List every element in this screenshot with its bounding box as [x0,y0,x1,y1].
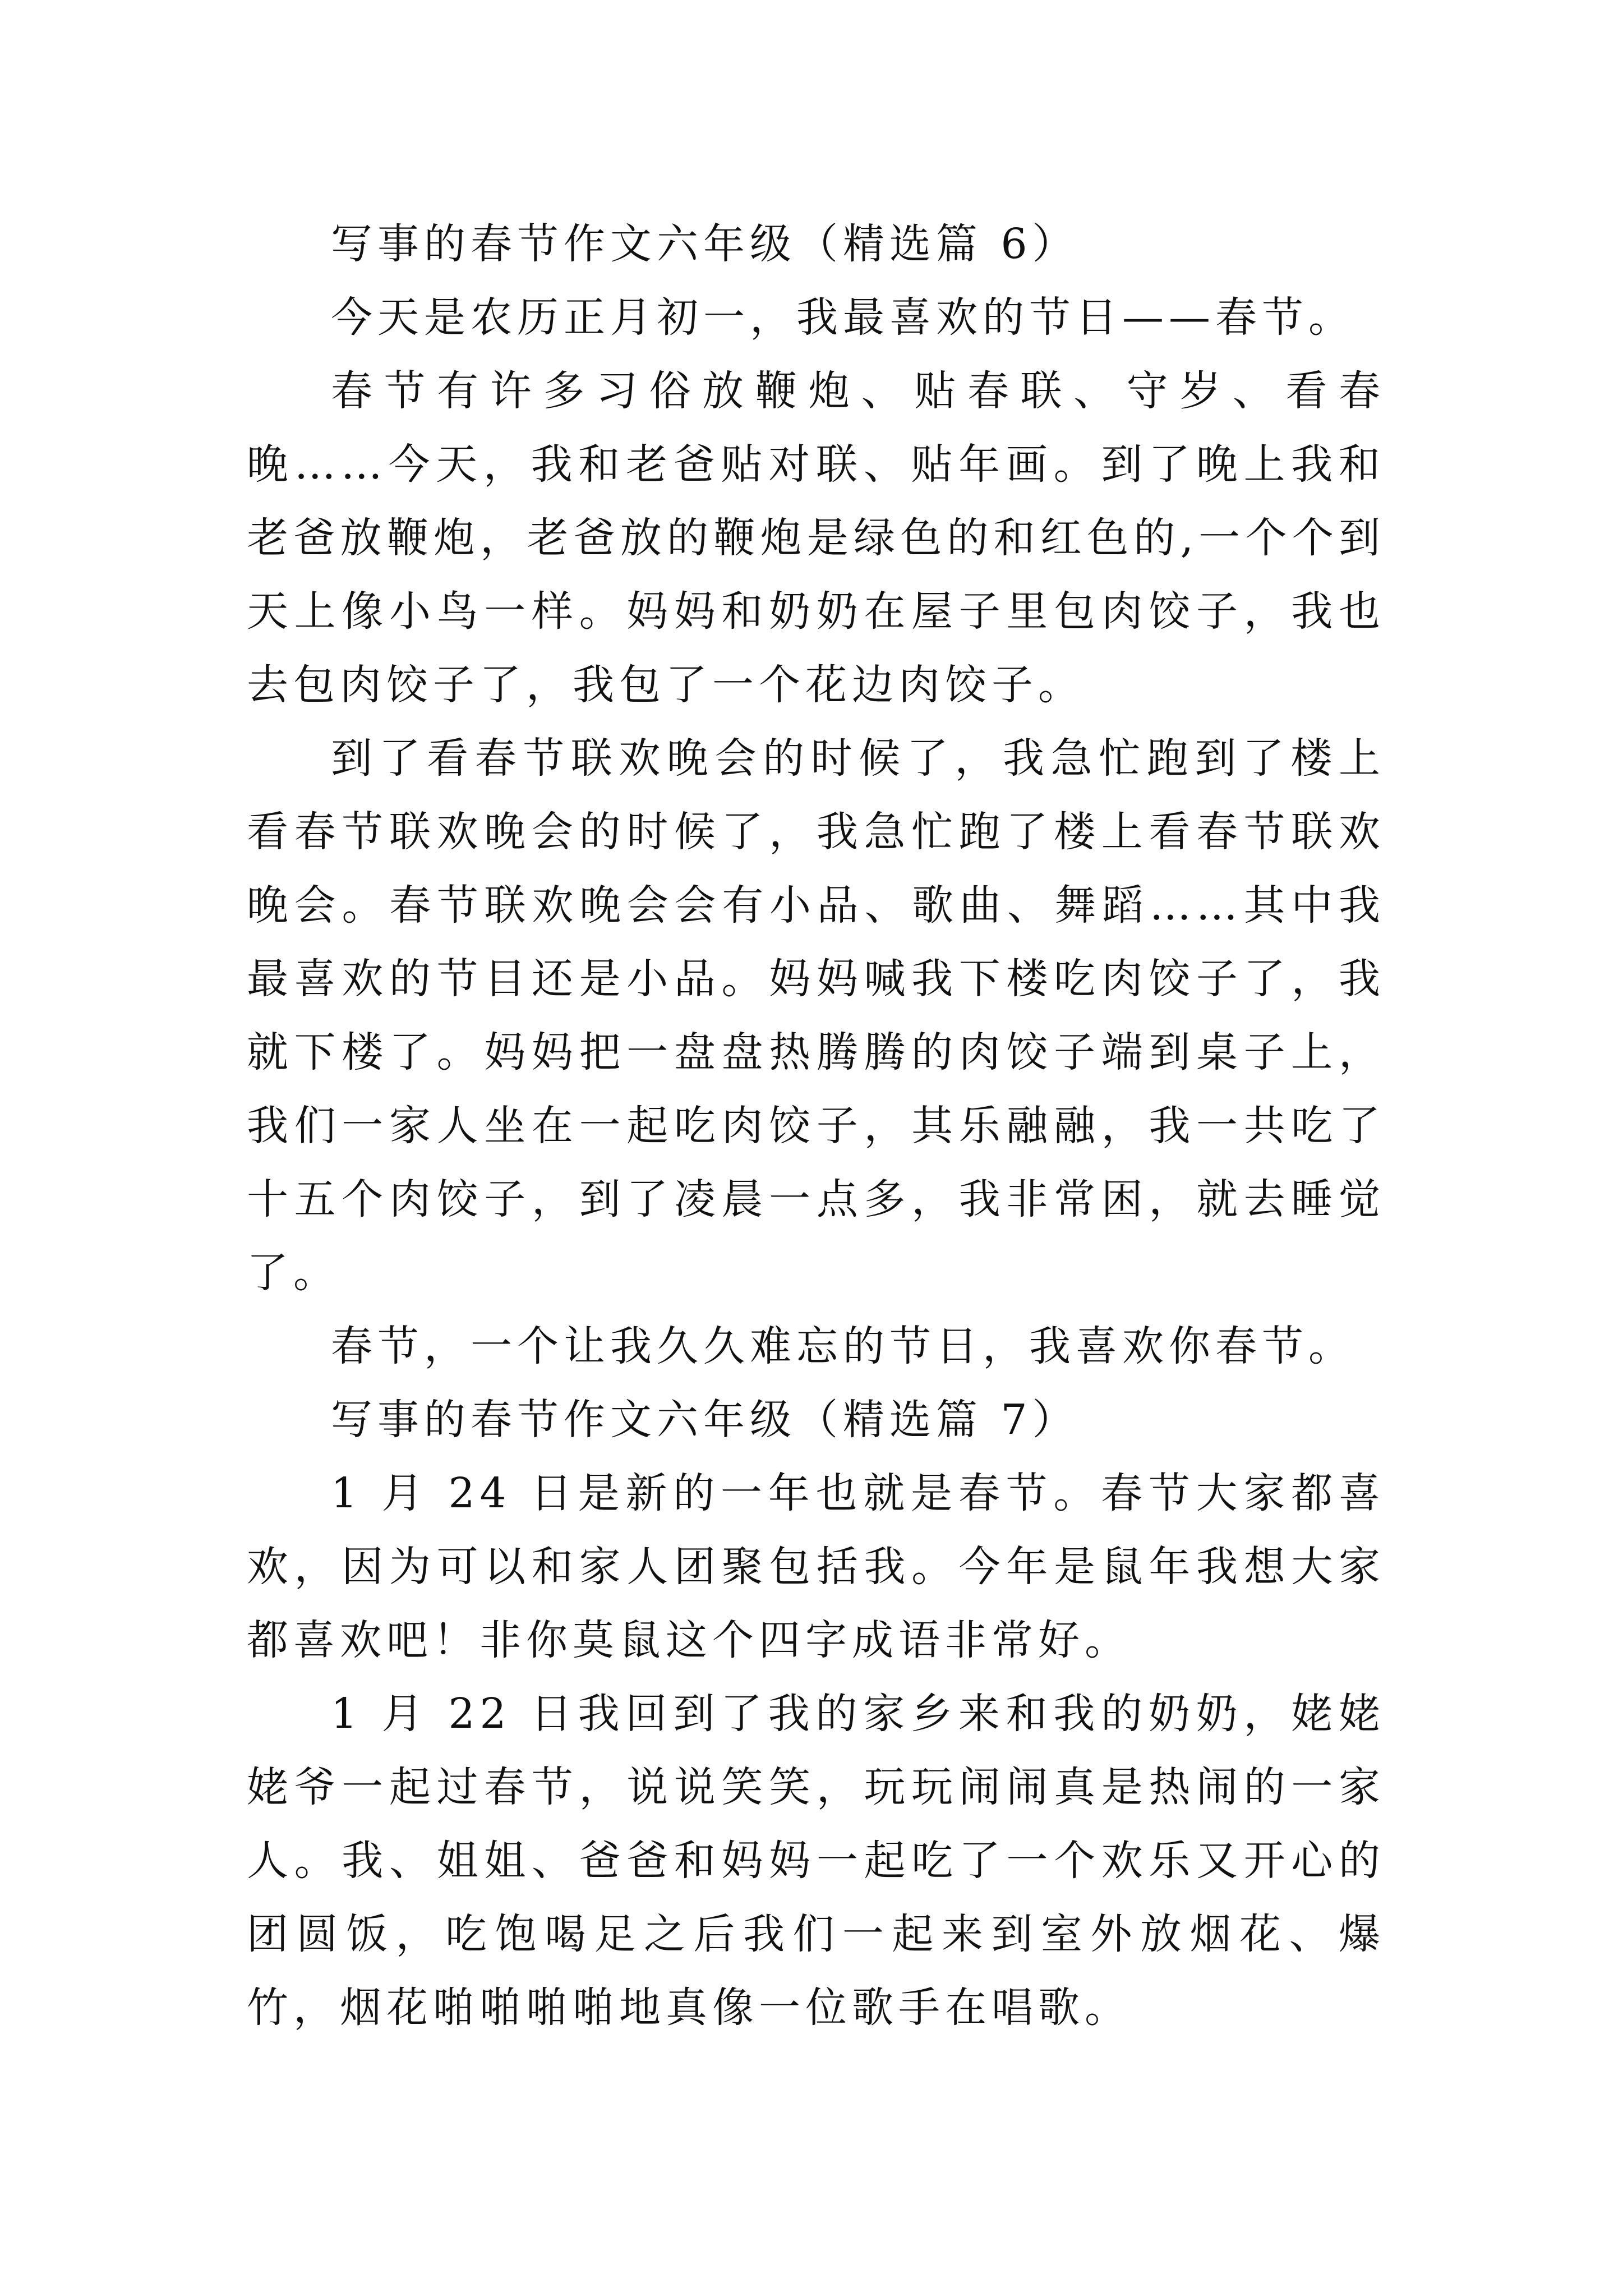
document-body [247,208,1385,2045]
section-heading-7: 写事的春节作文六年级（精选篇 7） [331,1396,1079,1444]
paragraph: 1 月 22 日我回到了我的家乡来和我的奶奶，姥姥姥爷一起过春节，说说笑笑，玩玩闹闹真是热闹的一家人。我、姐姐、爸爸和妈妈一起吃了一个欢乐又开心的团圆饭，吃饱喝足之后我们一起来到室外放烟花、爆竹，烟花啪啪啪啪地真像一位歌手在唱歌。 [247,1690,1385,2032]
section-heading-6: 写事的春节作文六年级（精选篇 6） [331,220,1079,268]
paragraph: 1 月 24 日是新的一年也就是春节。春节大家都喜欢，因为可以和家人团聚包括我。今年是鼠年我想大家都喜欢吧！非你莫鼠这个四字成语非常好。 [247,1469,1385,1664]
paragraph: 春节，一个让我久久难忘的节日，我喜欢你春节。 [331,1322,1355,1370]
paragraph: 春节有许多习俗放鞭炮、贴春联、守岁、看春晚……今天，我和老爸贴对联、贴年画。到了晚上我和老爸放鞭炮，老爸放的鞭炮是绿色的和红色的,一个个到天上像小鸟一样。妈妈和奶奶在屋子里包肉饺子，我也去包肉饺子了，我包了一个花边肉饺子。 [247,367,1385,709]
paragraph: 到了看春节联欢晚会的时候了，我急忙跑到了楼上看春节联欢晚会的时候了，我急忙跑了楼上看春节联欢晚会。春节联欢晚会会有小品、歌曲、舞蹈……其中我最喜欢的节目还是小品。妈妈喊我下楼吃肉饺子了，我就下楼了。妈妈把一盘盘热腾腾的肉饺子端到桌子上，我们一家人坐在一起吃肉饺子，其乐融融，我一共吃了十五个肉饺子，到了凌晨一点多，我非常困，就去睡觉了。 [247,734,1385,1297]
paragraph: 今天是农历正月初一，我最喜欢的节日——春节。 [331,293,1355,342]
